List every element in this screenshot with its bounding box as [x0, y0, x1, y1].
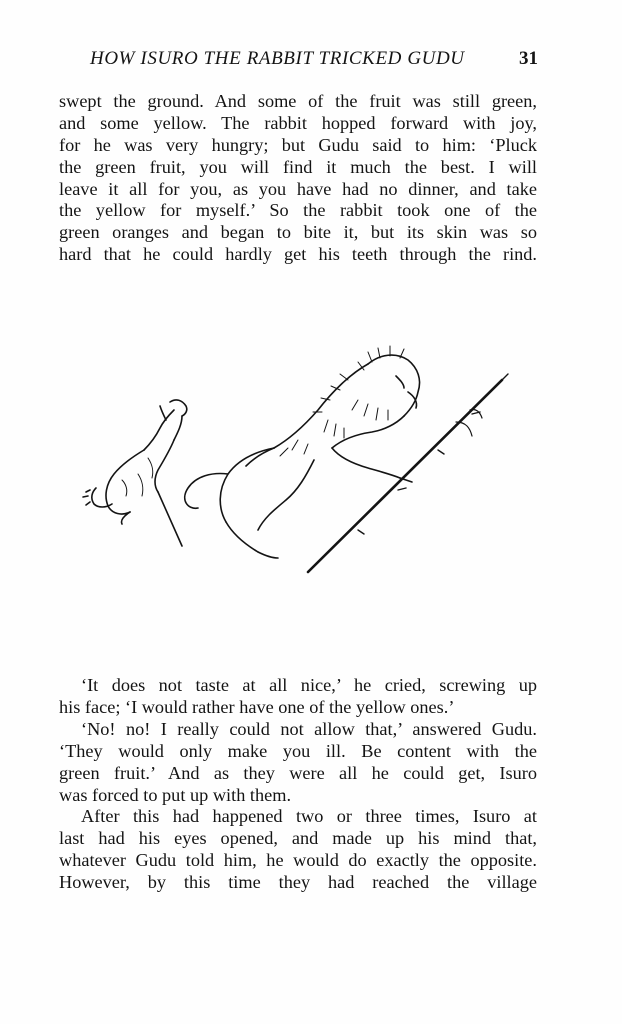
mane-hatching: [280, 346, 404, 456]
rabbit-and-baboon-illustration: [78, 340, 518, 590]
text-line: leave it all for you, as you have had no dinner, and take: [59, 178, 537, 199]
text-line: green fruit.’ And as they were all he could get, Isuro: [59, 762, 537, 783]
paragraph-3: [59, 719, 537, 807]
text-line: his face; ‘I would rather have one of the yellow ones.’: [59, 696, 455, 717]
text-line: After this had happened two or three times, Isuro at: [81, 806, 537, 826]
text-line: and some yellow. The rabbit hopped forward with joy,: [59, 112, 537, 133]
paragraph-1: [59, 91, 537, 266]
paragraph-2: [59, 675, 537, 719]
text-line: whatever Gudu told him, he would do exactly the opposite.: [59, 849, 537, 870]
text-line: ‘No! no! I really could not allow that,’ answered Gudu.: [81, 719, 537, 739]
text-line: swept the ground. And some of the fruit was still green,: [59, 91, 537, 111]
text-line: ‘They would only make you ill. Be content with the: [59, 740, 537, 761]
text-line: green oranges and began to bite it, but its skin was so: [59, 222, 537, 243]
text-line: However, by this time they had reached the village: [59, 871, 537, 892]
walking-stick: [308, 380, 502, 572]
rabbit-figure: [83, 400, 187, 546]
text-line: the yellow for myself.’ So the rabbit took one of the: [59, 200, 537, 221]
text-line: was forced to put up with them.: [59, 784, 292, 805]
text-line: hard that he could hardly get his teeth through the rind.: [59, 244, 537, 265]
text-line: last had his eyes opened, and made up his mind that,: [59, 827, 537, 848]
running-head: [90, 48, 538, 74]
page-number: 31: [519, 48, 538, 69]
chapter-title: HOW ISURO THE RABBIT TRICKED GUDU: [90, 48, 465, 69]
text-line: for he was very hungry; but Gudu said to him: ‘Pluck: [59, 134, 537, 155]
text-line: ‘It does not taste at all nice,’ he cried, screwing up: [81, 675, 537, 695]
baboon-figure: [185, 355, 420, 558]
text-line: the green fruit, you will find it much the best. I will: [59, 156, 537, 177]
paragraph-4: [59, 806, 537, 894]
